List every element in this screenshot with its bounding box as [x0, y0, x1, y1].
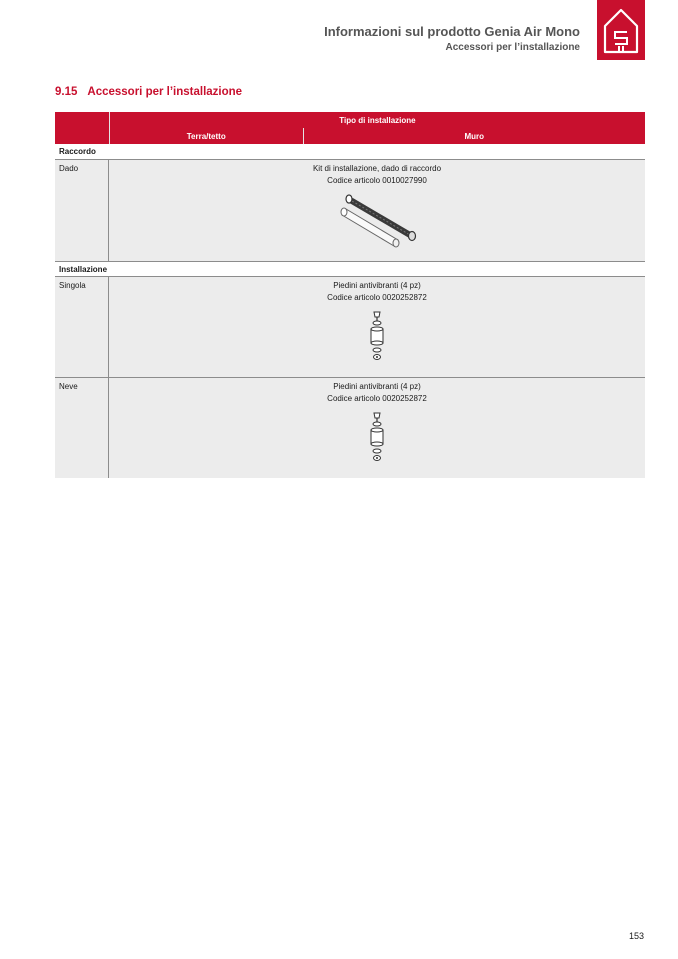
anti-vibration-feet-icon — [367, 308, 387, 366]
item-description: Piedini antivibranti (4 pz) — [333, 281, 421, 290]
row-content — [109, 378, 645, 478]
item-code: Codice articolo 0020252872 — [327, 293, 427, 302]
item-description: Piedini antivibranti (4 pz) — [333, 382, 421, 391]
anti-vibration-feet-icon — [367, 409, 387, 467]
group-raccordo: Raccordo — [55, 144, 645, 160]
header-terra-tetto: Terra/tetto — [109, 128, 303, 144]
table-subheader-row — [55, 128, 645, 144]
table-row — [55, 378, 645, 478]
header-subtitle: Accessori per l’installazione — [445, 42, 580, 53]
item-code: Codice articolo 0010027990 — [327, 176, 427, 185]
row-label: Singola — [55, 277, 109, 377]
section-number: 9.15 — [55, 86, 78, 98]
row-content — [109, 160, 645, 261]
brand-logo — [597, 0, 645, 60]
section-heading — [55, 86, 242, 98]
header-muro: Muro — [303, 128, 645, 144]
table-row — [55, 160, 645, 261]
item-code: Codice articolo 0020252872 — [327, 394, 427, 403]
house-heat-pump-icon — [597, 0, 645, 60]
row-label: Neve — [55, 378, 109, 478]
accessories-table — [55, 112, 645, 478]
group-installazione: Installazione — [55, 261, 645, 277]
row-content — [109, 277, 645, 377]
page-number: 153 — [628, 931, 644, 941]
section-title: Accessori per l’installazione — [87, 86, 243, 98]
connection-nut-kit-icon — [332, 191, 422, 253]
header-title: Informazioni sul prodotto Genia Air Mono — [324, 24, 580, 39]
row-label: Dado — [55, 160, 109, 261]
table-row — [55, 277, 645, 378]
header-installation-type: Tipo di installazione — [109, 112, 645, 128]
item-description: Kit di installazione, dado di raccordo — [312, 164, 442, 173]
table-header-row — [55, 112, 645, 128]
